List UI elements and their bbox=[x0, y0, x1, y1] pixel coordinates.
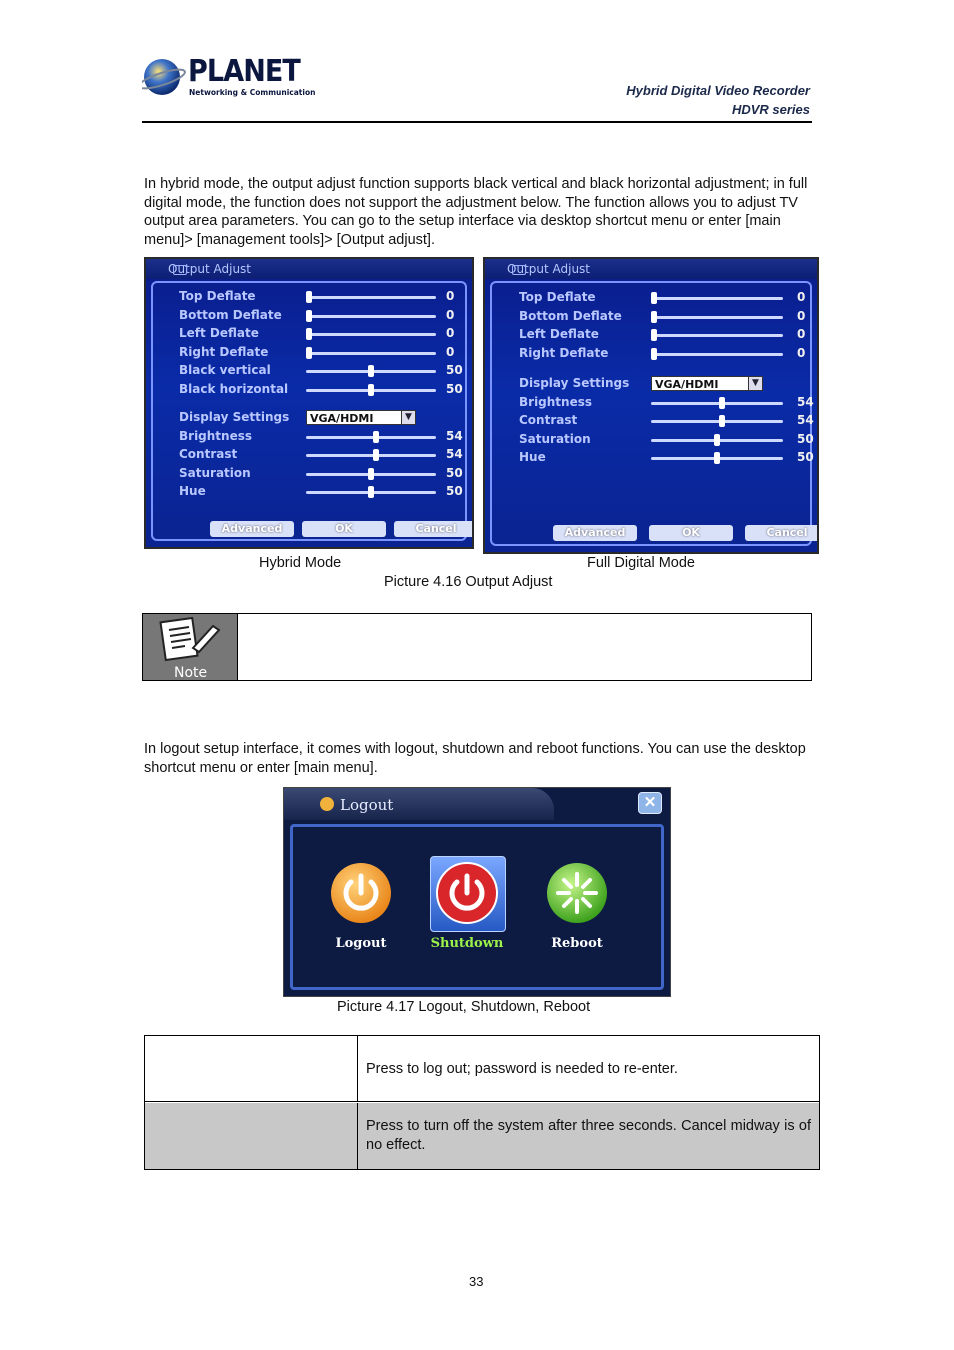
screen-title: Output Adjust bbox=[146, 259, 472, 279]
slider-track[interactable] bbox=[306, 436, 436, 439]
slider-handle[interactable] bbox=[306, 347, 312, 359]
slider-label: Top Deflate bbox=[179, 289, 256, 303]
slider-handle[interactable] bbox=[719, 397, 725, 409]
slider-label: Contrast bbox=[519, 413, 578, 427]
slider-value: 50 bbox=[446, 381, 463, 396]
slider-label: Hue bbox=[179, 484, 206, 498]
display-settings-label: Display Settings bbox=[179, 410, 290, 424]
slider-row bbox=[179, 363, 466, 381]
slider-row bbox=[179, 289, 466, 307]
caption-digital: Full Digital Mode bbox=[587, 555, 695, 571]
slider-value: 54 bbox=[446, 447, 463, 461]
hybrid-output-adjust-screen bbox=[144, 257, 474, 549]
slider-value: 50 bbox=[797, 450, 814, 464]
screen-title: Output Adjust bbox=[485, 259, 817, 279]
slider-track[interactable] bbox=[306, 296, 436, 299]
slider-row bbox=[179, 429, 466, 447]
slider-handle[interactable] bbox=[306, 291, 312, 303]
slider-value: 0 bbox=[446, 344, 455, 359]
window-icon bbox=[512, 265, 526, 275]
slider-row bbox=[519, 309, 817, 327]
slider-value: 0 bbox=[446, 289, 455, 303]
caption-picture-4-16: Picture 4.16 Output Adjust bbox=[384, 574, 553, 590]
ok-button[interactable]: OK bbox=[649, 525, 733, 541]
slider-value: 54 bbox=[797, 394, 814, 409]
display-settings-row bbox=[179, 410, 474, 428]
header-rule bbox=[142, 121, 812, 123]
slider-handle[interactable] bbox=[368, 486, 374, 498]
page-number: 33 bbox=[469, 1274, 484, 1289]
slider-value: 50 bbox=[446, 465, 463, 480]
slider-track[interactable] bbox=[651, 334, 783, 337]
slider-label: Black horizontal bbox=[179, 381, 289, 396]
display-settings-label: Display Settings bbox=[519, 376, 630, 390]
display-settings-select[interactable] bbox=[651, 376, 763, 391]
table-cell-empty bbox=[145, 1103, 358, 1169]
slider-value: 0 bbox=[797, 345, 806, 360]
slider-track[interactable] bbox=[651, 297, 783, 300]
slider-label: Left Deflate bbox=[179, 326, 259, 340]
slider-label: Top Deflate bbox=[519, 290, 596, 304]
close-button[interactable] bbox=[638, 792, 662, 814]
slider-row bbox=[519, 450, 817, 468]
slider-row bbox=[179, 345, 466, 363]
slider-label: Bottom Deflate bbox=[519, 308, 622, 323]
slider-handle[interactable] bbox=[368, 468, 374, 480]
function-table bbox=[144, 1035, 820, 1170]
slider-row bbox=[179, 466, 466, 484]
shutdown-button[interactable] bbox=[430, 856, 504, 930]
slider-row bbox=[179, 484, 466, 502]
reboot-icon bbox=[540, 856, 614, 930]
chevron-down-icon: ▼ bbox=[748, 377, 762, 390]
slider-label: Right Deflate bbox=[179, 344, 269, 359]
cancel-button[interactable]: Cancel bbox=[745, 525, 819, 541]
power-off-icon bbox=[430, 856, 504, 930]
slider-handle[interactable] bbox=[306, 328, 312, 340]
note-label: Note bbox=[174, 665, 208, 681]
display-settings-row bbox=[519, 376, 819, 394]
slider-label: Black vertical bbox=[179, 363, 271, 377]
slider-value: 50 bbox=[797, 431, 814, 446]
note-icon bbox=[143, 614, 238, 680]
slider-value: 54 bbox=[446, 428, 463, 443]
slider-track[interactable] bbox=[651, 420, 783, 423]
slider-handle[interactable] bbox=[714, 434, 720, 446]
digital-output-adjust-screen bbox=[483, 257, 819, 554]
slider-row bbox=[179, 382, 466, 400]
table-cell-empty bbox=[145, 1036, 358, 1102]
product-title: Hybrid Digital Video Recorder bbox=[626, 83, 810, 98]
intro-paragraph: In hybrid mode, the output adjust function supports black vertical and black horizontal adjustment; in full digital mode, the function does not support the adjustment below. The function allows you to adjust TV output area parameters. You can go to the setup interface via desktop shortcut menu or enter [main menu]> [management tools]> [Output adjust]. bbox=[144, 176, 808, 248]
table-cell-desc: Press to log out; password is needed to re-enter. bbox=[366, 1061, 678, 1077]
chevron-down-icon: ▼ bbox=[401, 411, 415, 424]
logout-title-icon bbox=[320, 797, 334, 811]
logout-button[interactable] bbox=[324, 856, 398, 930]
advanced-button[interactable]: Advanced bbox=[210, 521, 294, 537]
cancel-button[interactable]: Cancel bbox=[394, 521, 474, 537]
display-settings-value: VGA/HDMI bbox=[655, 378, 719, 391]
slider-label: Contrast bbox=[179, 447, 238, 461]
slider-row bbox=[519, 413, 817, 431]
brand-name: PLANET bbox=[188, 54, 300, 89]
caption-picture-4-17: Picture 4.17 Logout, Shutdown, Reboot bbox=[337, 999, 591, 1015]
slider-track[interactable] bbox=[306, 352, 436, 355]
table-cell-desc: Press to turn off the system after three seconds. Cancel midway is of no effect. bbox=[366, 1118, 811, 1153]
slider-label: Left Deflate bbox=[519, 327, 599, 341]
slider-label: Right Deflate bbox=[519, 345, 609, 360]
slider-label: Bottom Deflate bbox=[179, 307, 282, 322]
slider-label: Saturation bbox=[519, 431, 591, 446]
slider-value: 54 bbox=[797, 413, 814, 427]
slider-row bbox=[519, 327, 817, 345]
slider-value: 50 bbox=[446, 363, 463, 377]
slider-value: 50 bbox=[446, 484, 463, 498]
slider-handle[interactable] bbox=[368, 365, 374, 377]
slider-value: 0 bbox=[446, 326, 455, 340]
slider-row bbox=[519, 346, 817, 364]
slider-row bbox=[519, 395, 817, 413]
slider-track[interactable] bbox=[651, 402, 783, 405]
slider-track[interactable] bbox=[651, 353, 783, 356]
slider-value: 0 bbox=[446, 307, 455, 322]
slider-label: Hue bbox=[519, 450, 546, 464]
slider-value: 0 bbox=[797, 290, 806, 304]
slider-track[interactable] bbox=[306, 333, 436, 336]
slider-track[interactable] bbox=[306, 454, 436, 457]
slider-label: Saturation bbox=[179, 465, 251, 480]
caption-hybrid: Hybrid Mode bbox=[259, 555, 342, 571]
shutdown-label: Shutdown bbox=[430, 936, 504, 951]
logout-label: Logout bbox=[335, 936, 387, 951]
product-series: HDVR series bbox=[731, 102, 810, 117]
reboot-label: Reboot bbox=[551, 936, 603, 951]
slider-handle[interactable] bbox=[306, 310, 312, 322]
close-icon: ✕ bbox=[643, 794, 657, 811]
slider-track[interactable] bbox=[306, 315, 436, 318]
slider-handle[interactable] bbox=[651, 311, 657, 323]
note-box bbox=[142, 613, 812, 681]
display-settings-value: VGA/HDMI bbox=[310, 412, 374, 425]
slider-handle[interactable] bbox=[373, 449, 379, 461]
slider-handle[interactable] bbox=[651, 292, 657, 304]
slider-handle[interactable] bbox=[368, 384, 374, 396]
ok-button[interactable]: OK bbox=[302, 521, 386, 537]
slider-row bbox=[519, 290, 817, 308]
slider-handle[interactable] bbox=[373, 431, 379, 443]
slider-row bbox=[179, 326, 466, 344]
slider-row bbox=[179, 447, 466, 465]
window-icon bbox=[173, 265, 187, 275]
slider-handle[interactable] bbox=[651, 329, 657, 341]
slider-row bbox=[519, 432, 817, 450]
slider-track[interactable] bbox=[651, 316, 783, 319]
logout-paragraph: In logout setup interface, it comes with logout, shutdown and reboot functions. You can use the desktop shortcut menu or enter [main menu]. bbox=[144, 741, 806, 776]
slider-value: 0 bbox=[797, 327, 806, 341]
advanced-button[interactable]: Advanced bbox=[553, 525, 637, 541]
slider-handle[interactable] bbox=[719, 415, 725, 427]
display-settings-select[interactable] bbox=[306, 410, 416, 425]
brand-tagline: Networking & Communication bbox=[189, 88, 316, 97]
slider-label: Brightness bbox=[519, 394, 593, 409]
power-icon bbox=[324, 856, 398, 930]
slider-row bbox=[179, 308, 466, 326]
slider-handle[interactable] bbox=[714, 452, 720, 464]
logout-window-title: Logout bbox=[340, 796, 394, 814]
logout-window bbox=[283, 787, 671, 997]
slider-handle[interactable] bbox=[651, 348, 657, 360]
slider-value: 0 bbox=[797, 308, 806, 323]
reboot-button[interactable] bbox=[540, 856, 614, 930]
slider-label: Brightness bbox=[179, 428, 253, 443]
